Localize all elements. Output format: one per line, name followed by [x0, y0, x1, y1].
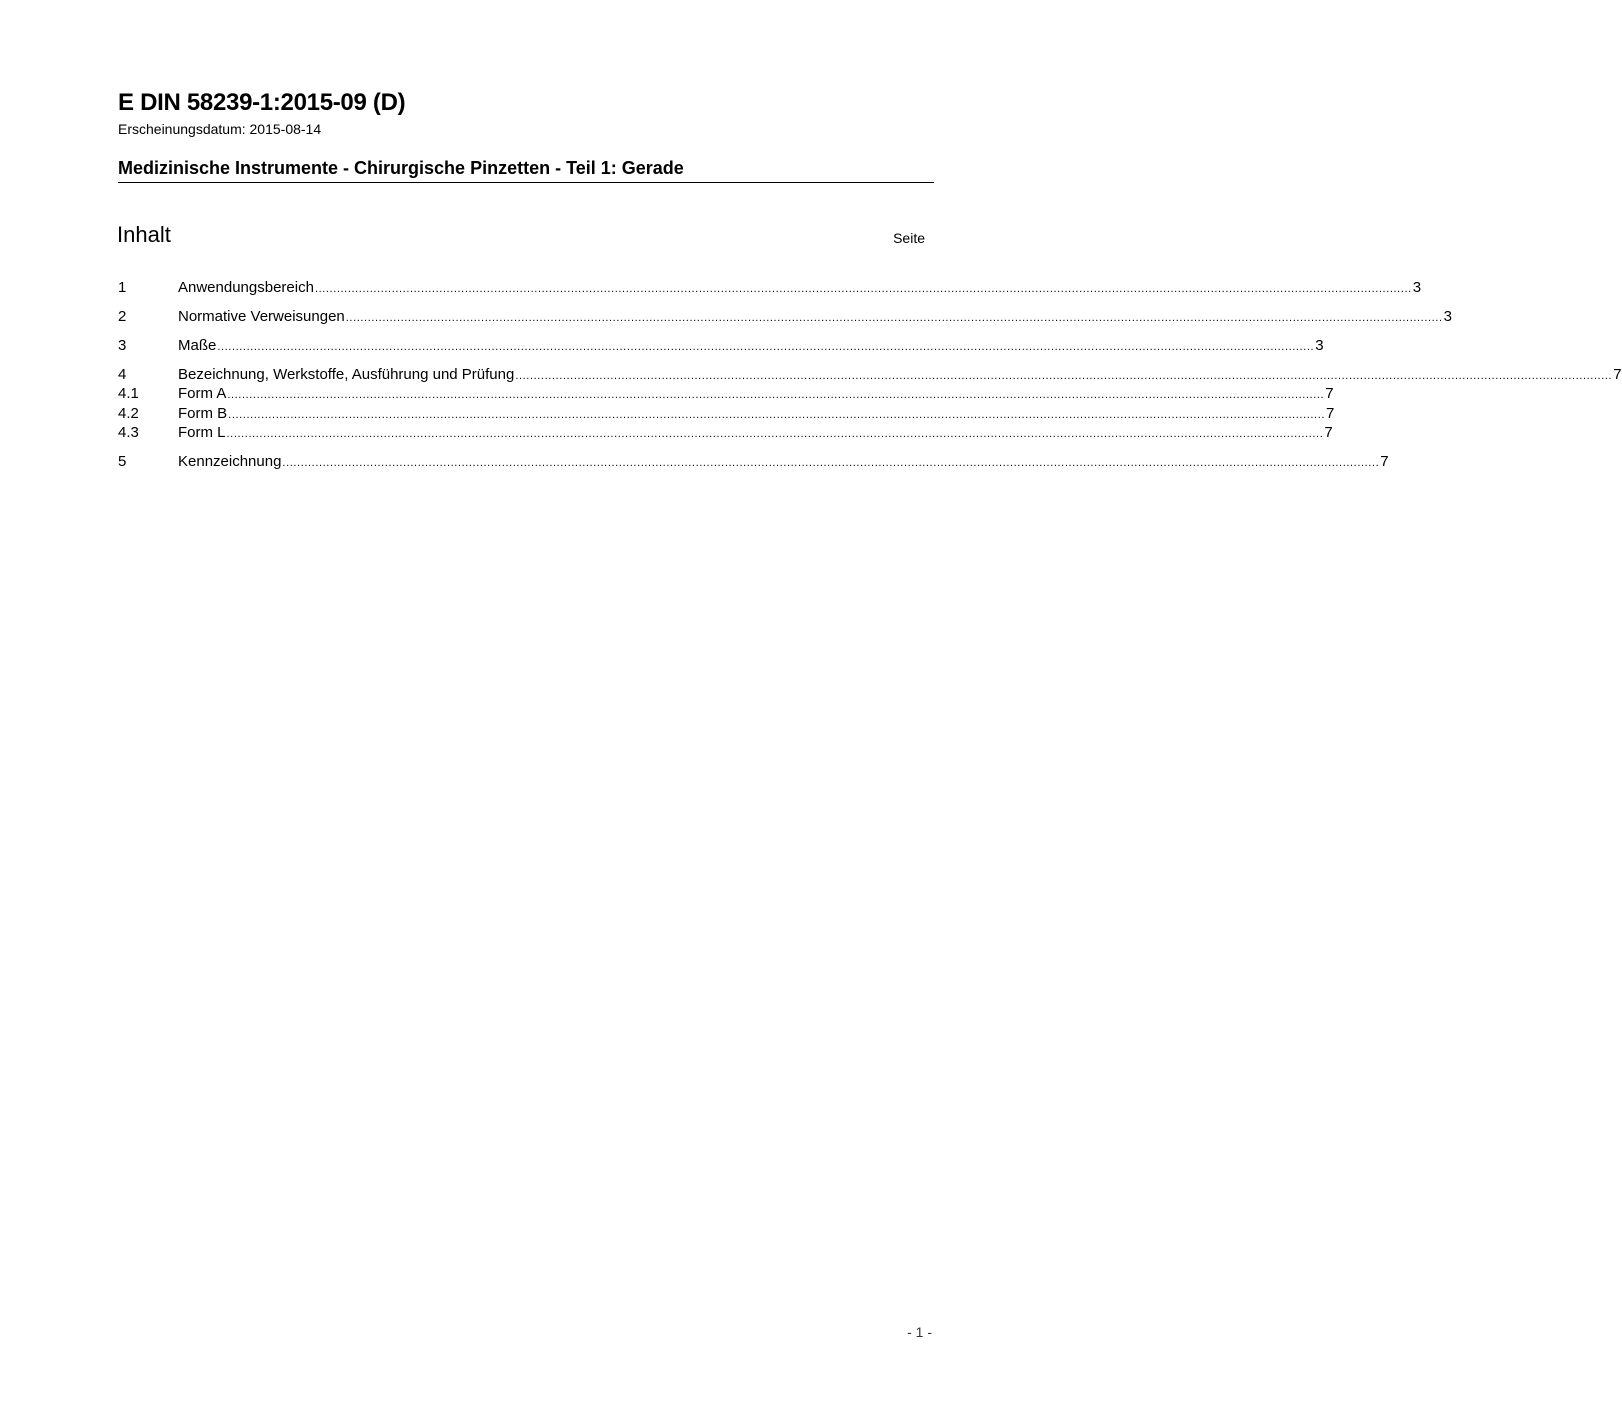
toc-entry-4[interactable]	[118, 365, 1622, 385]
toc-entry-number: 2	[118, 308, 127, 325]
toc-entry-title: Normative Verweisungen	[178, 308, 345, 325]
toc-dot-leader: ............................................................................................................................................................................................................................................................................................................	[515, 370, 1613, 382]
toc-dot-leader: ............................................................................................................................................................................................................................................................................................................	[217, 341, 1315, 353]
toc-dot-leader: ............................................................................................................................................................................................................................................................................................................	[345, 312, 1443, 324]
toc-entry-page: 3	[1412, 279, 1422, 296]
toc-entry-number: 1	[118, 279, 127, 296]
toc-entry-4-2[interactable]	[118, 404, 1335, 424]
toc-entry-page: 7	[1380, 453, 1389, 470]
toc-entry-page: 7	[1325, 385, 1334, 402]
toc-dot-leader: ............................................................................................................................................................................................................................................................................................................	[314, 283, 1412, 295]
toc-entry-title: Maße	[178, 337, 217, 354]
toc-entry-number: 4.2	[118, 405, 139, 422]
toc-entry-title: Form A	[178, 385, 227, 402]
toc-entry-title: Bezeichnung, Werkstoffe, Ausführung und Prüfung	[178, 366, 515, 383]
toc-dot-leader: ............................................................................................................................................................................................................................................................................................................	[227, 389, 1325, 401]
toc-dot-leader: ............................................................................................................................................................................................................................................................................................................	[282, 457, 1380, 469]
toc-entry-number: 4.3	[118, 424, 139, 441]
toc-entry-page: 7	[1613, 366, 1622, 383]
toc-page-column-heading: Seite	[893, 230, 925, 246]
toc-heading: Inhalt	[117, 222, 171, 247]
toc-entry-title: Kennzeichnung	[178, 453, 282, 470]
toc-entry-3[interactable]	[118, 336, 1324, 356]
toc-dot-leader: ............................................................................................................................................................................................................................................................................................................	[226, 428, 1324, 440]
title-divider	[118, 182, 934, 183]
toc-entry-page: 7	[1324, 424, 1333, 441]
toc-entry-title: Form L	[178, 424, 226, 441]
toc-entry-4-1[interactable]	[118, 384, 1334, 404]
toc-entry-number: 4	[118, 366, 127, 383]
toc-entry-5[interactable]	[118, 452, 1389, 472]
toc-entry-page: 7	[1326, 405, 1335, 422]
publication-date: Erscheinungsdatum: 2015-08-14	[118, 121, 322, 137]
page-number: - 1 -	[907, 1324, 932, 1340]
document-subtitle: Medizinische Instrumente - Chirurgische Pinzetten - Teil 1: Gerade	[118, 158, 684, 178]
toc-entry-title: Anwendungsbereich	[178, 279, 314, 296]
toc-entry-4-3[interactable]	[118, 423, 1333, 443]
toc-entry-2[interactable]	[118, 307, 1452, 327]
toc-entry-page: 3	[1315, 337, 1324, 354]
toc-entry-number: 5	[118, 453, 127, 470]
toc-entry-page: 3	[1443, 308, 1452, 325]
toc-entry-number: 4.1	[118, 385, 139, 402]
toc-dot-leader: ............................................................................................................................................................................................................................................................................................................	[228, 409, 1326, 421]
toc-entry-1[interactable]	[118, 278, 1422, 298]
toc-entry-number: 3	[118, 337, 127, 354]
toc-entry-title: Form B	[178, 405, 228, 422]
document-title: E DIN 58239-1:2015-09 (D)	[118, 89, 406, 116]
